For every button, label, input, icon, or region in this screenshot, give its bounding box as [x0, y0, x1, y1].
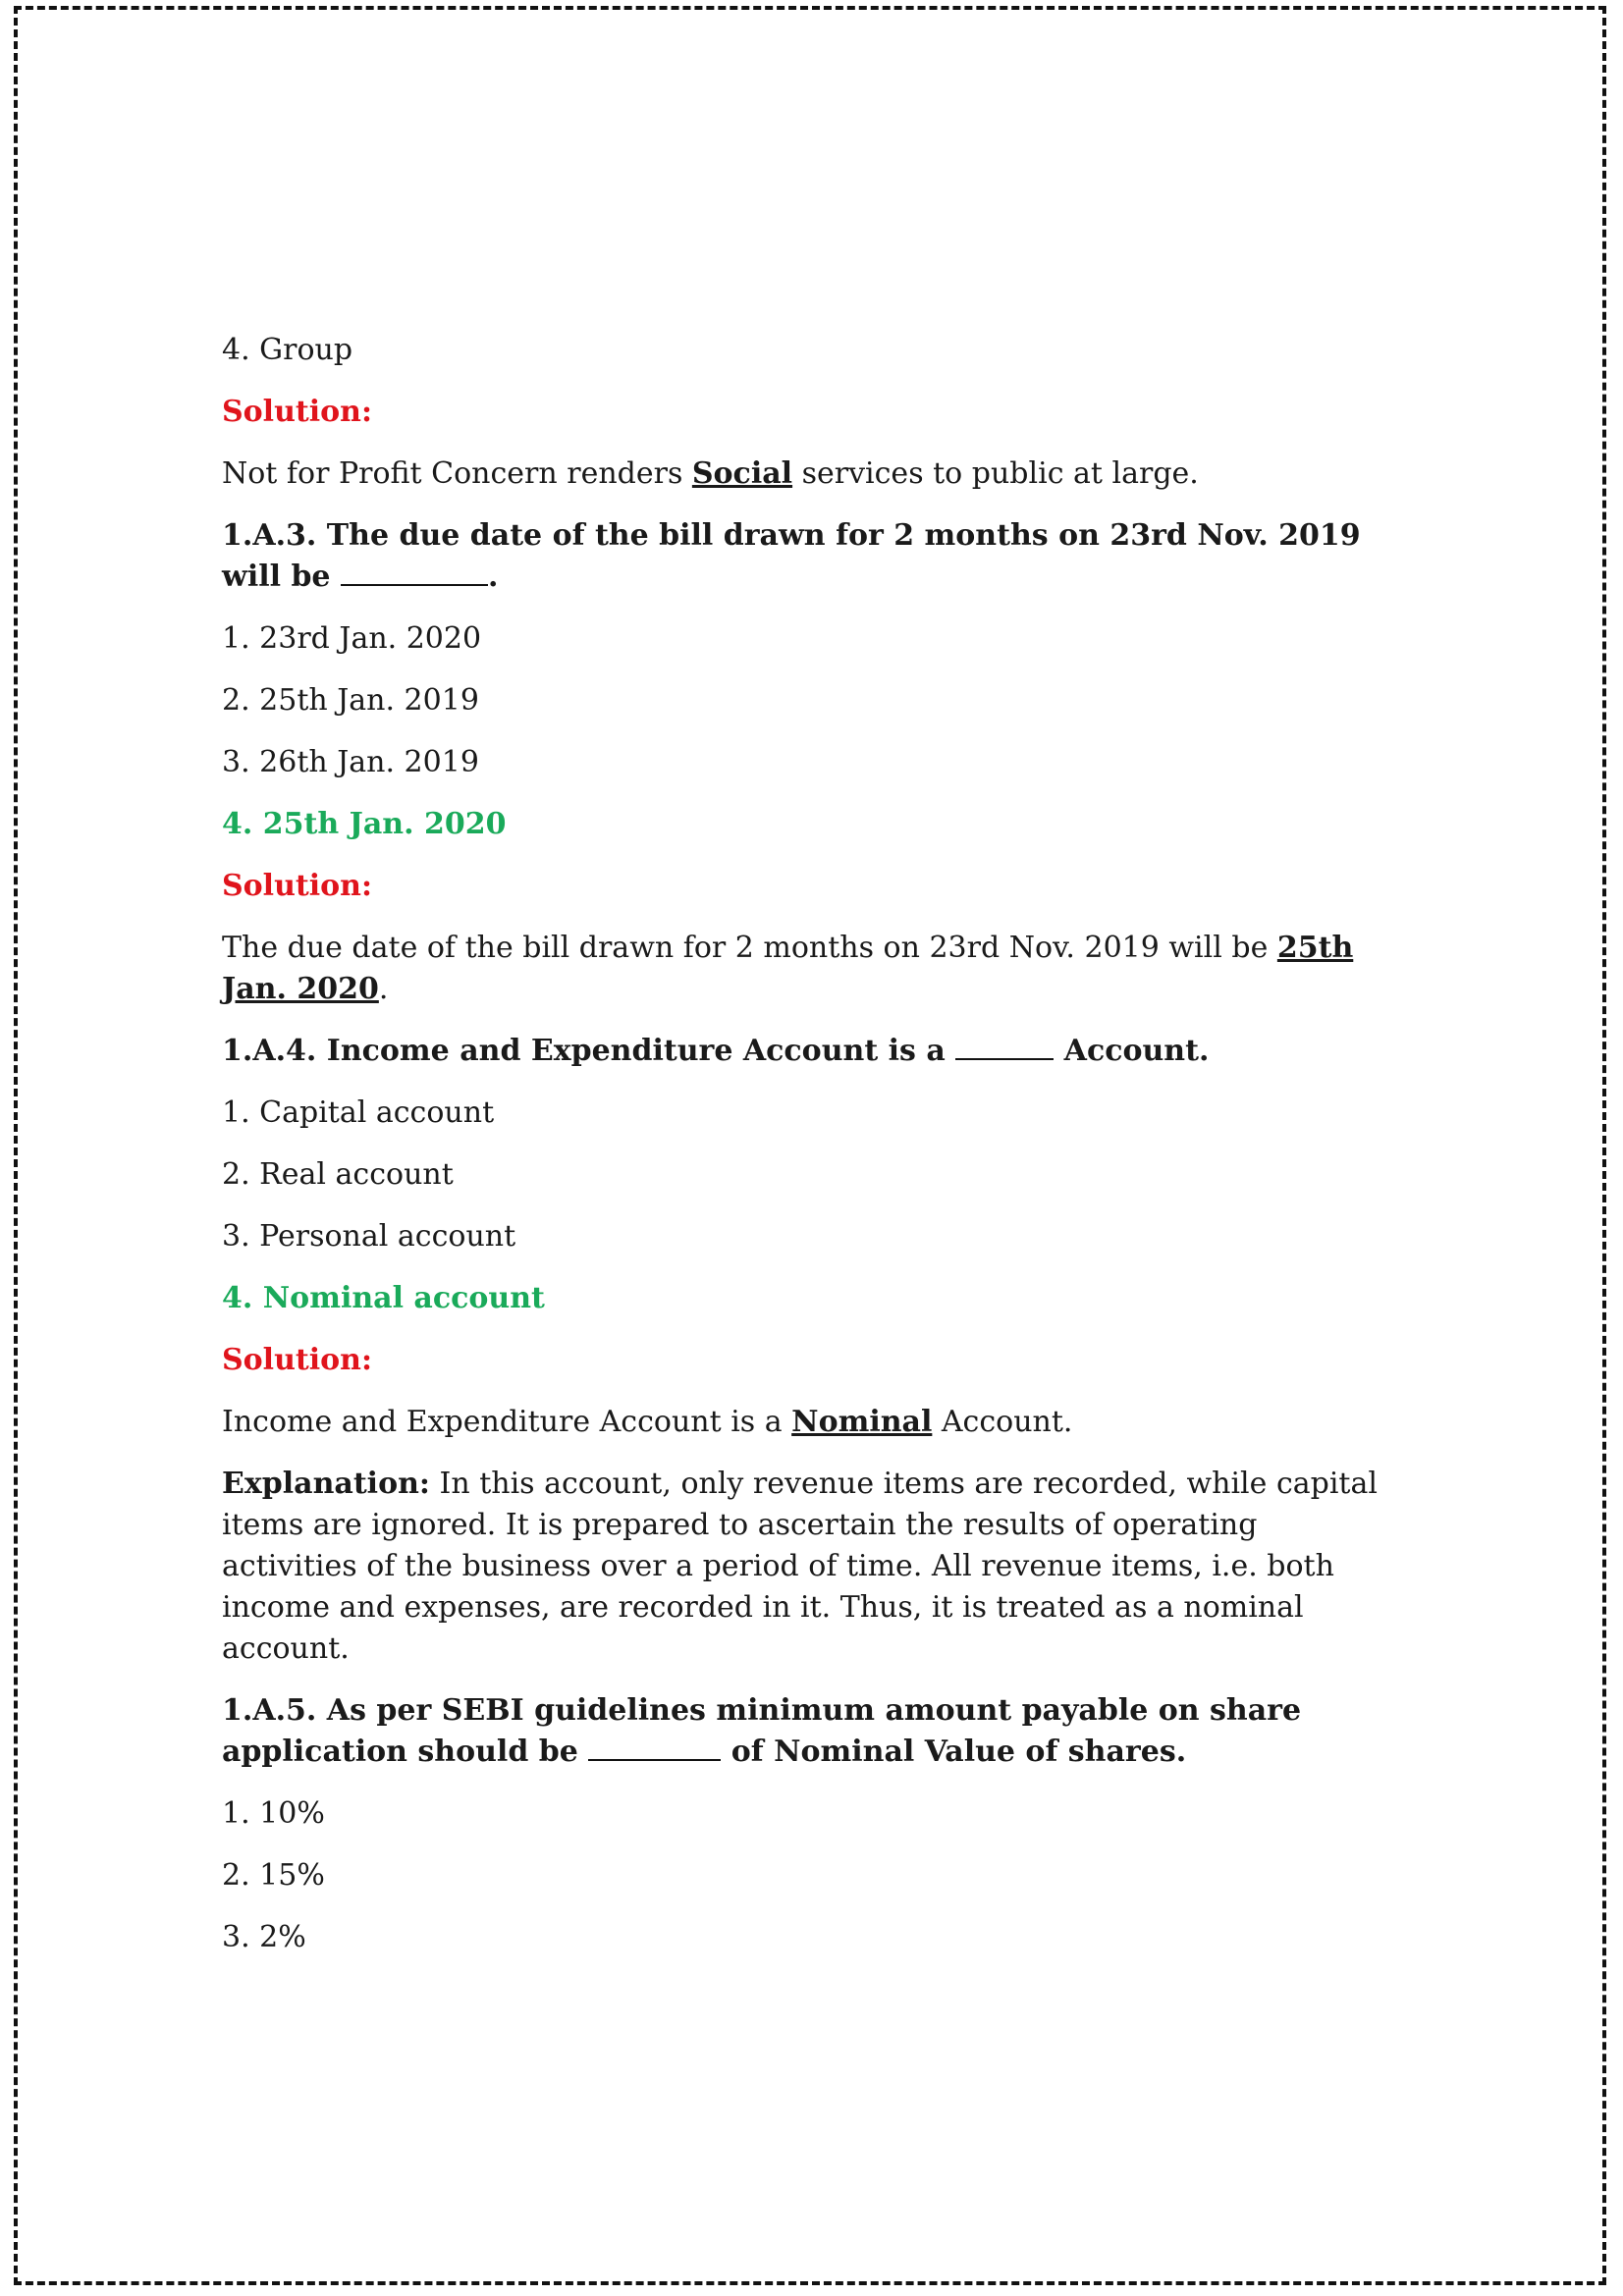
question-text [222, 1690, 1400, 1773]
question-text [222, 1031, 1400, 1072]
answer-option: 1. 10% [222, 1796, 325, 1831]
answer-option: 4. Group [222, 333, 353, 367]
answer-option: 3. Personal account [222, 1219, 516, 1254]
question-text-part: 1.A.5. As per SEBI guidelines minimum amount payable on share application should be [222, 1693, 1302, 1769]
solution-text [222, 928, 1400, 1010]
solution-label: Solution: [222, 395, 373, 429]
answer-option: 1. Capital account [222, 1095, 495, 1130]
answer-option: 2. 15% [222, 1858, 325, 1893]
fill-in-blank [955, 1057, 1054, 1060]
correct-answer-option: 4. 25th Jan. 2020 [222, 807, 507, 841]
answer-option: 2. 25th Jan. 2019 [222, 683, 479, 718]
question-text-part: 1.A.3. The due date of the bill drawn for 2 months on 23rd Nov. 2019 will be [222, 518, 1361, 594]
solution-text-part: services to public at large. [792, 456, 1199, 491]
solution-text [222, 454, 1400, 495]
answer-option: 3. 2% [222, 1920, 306, 1954]
explanation-text: In this account, only revenue items are recorded, while capital items are ignored. It is prepared to ascertain the results of operating activities of the business over a period of time. All revenue items, i.e. both income and expenses, are recorded in it. Thus, it is treated as a nominal account. [222, 1467, 1378, 1666]
answer-option: 2. Real account [222, 1157, 454, 1192]
solution-text [222, 1402, 1400, 1443]
explanation-paragraph [222, 1464, 1400, 1670]
explanation-label: Explanation: [222, 1467, 430, 1501]
answer-option: 1. 23rd Jan. 2020 [222, 621, 482, 656]
correct-answer-option: 4. Nominal account [222, 1281, 545, 1315]
solution-text-part: The due date of the bill drawn for 2 months on 23rd Nov. 2019 will be [222, 931, 1277, 965]
solution-label: Solution: [222, 869, 373, 903]
solution-label: Solution: [222, 1343, 373, 1377]
document-body [222, 330, 1400, 1979]
question-text [222, 515, 1400, 598]
solution-text-part: Income and Expenditure Account is a [222, 1405, 792, 1439]
solution-text-part: Not for Profit Concern renders [222, 456, 692, 491]
question-text-part: of Nominal Value of shares. [721, 1735, 1187, 1769]
solution-text-part: . [378, 972, 389, 1006]
question-text-part: . [487, 560, 499, 594]
fill-in-blank [341, 583, 488, 586]
solution-answer-emphasis: Social [691, 456, 793, 491]
fill-in-blank [588, 1758, 721, 1761]
solution-answer-emphasis: Nominal [791, 1405, 933, 1439]
solution-text-part: Account. [932, 1405, 1073, 1439]
solution-answer-emphasis: 25th Jan. 2020 [222, 931, 1354, 1006]
question-text-part: Account. [1054, 1034, 1210, 1068]
question-text-part: 1.A.4. Income and Expenditure Account is a [222, 1034, 956, 1068]
answer-option: 3. 26th Jan. 2019 [222, 745, 479, 779]
